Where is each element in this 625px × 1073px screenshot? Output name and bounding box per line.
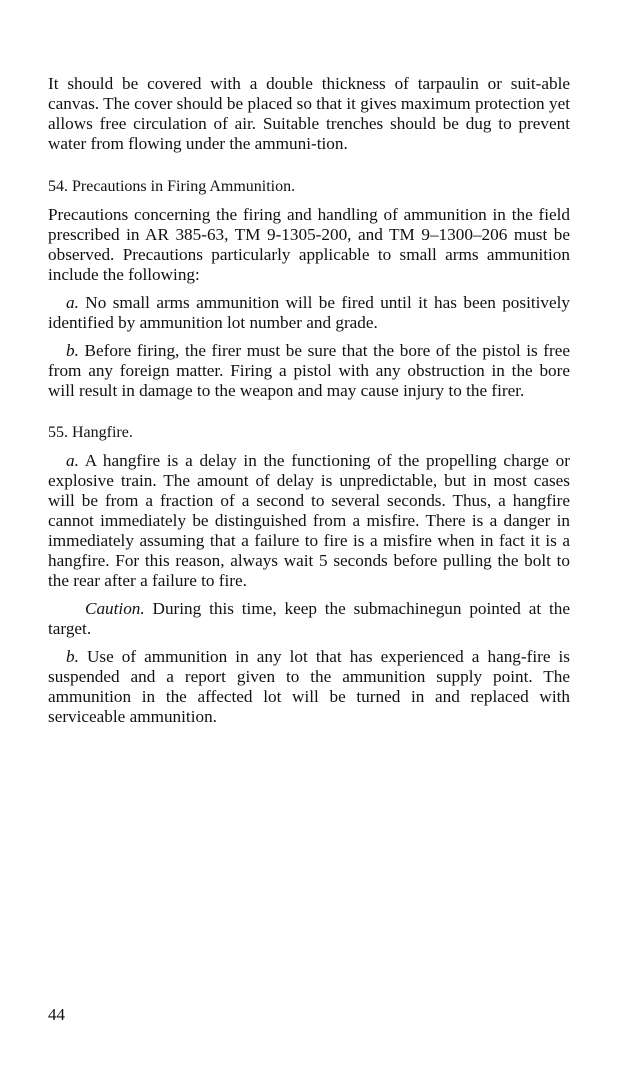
- section-55-heading: 55. Hangfire.: [48, 424, 133, 441]
- item-text: Use of ammunition in any lot that has experienced a hang-fire is suspended and a report given to the ammunition supply point. The ammunition in the affected lot will be turned in and replaced with serviceable ammunition.: [48, 647, 570, 726]
- item-label: a.: [66, 293, 79, 312]
- item-label: b.: [66, 341, 79, 360]
- caution-paragraph: [48, 599, 570, 639]
- item-label: b.: [66, 647, 79, 666]
- section-55-item-b: [48, 647, 570, 727]
- item-label: a.: [66, 451, 79, 470]
- page-number: 44: [48, 1005, 65, 1024]
- page-body: [48, 74, 570, 727]
- caution-text: During this time, keep the submachinegun pointed at the target.: [48, 599, 570, 638]
- section-54-item-a: [48, 293, 570, 333]
- section-54-item-b: [48, 341, 570, 401]
- item-text: A hangfire is a delay in the functioning of the propelling charge or explosive train. The amount of delay is unpredictable, but in most cases will be from a fraction of a second to several seconds. Thus, a hangfire cannot immediately be distinguished from a misfire. There is a danger in immediately assuming that a failure to fire is a misfire when in fact it is a hangfire. For this reason, always wait 5 seconds before pulling the bolt to the rear after a failure to fire.: [48, 451, 570, 590]
- section-55-item-a: [48, 451, 570, 591]
- section-54-intro-paragraph: Precautions concerning the firing and handling of ammunition in the field prescribed in AR 385-63, TM 9-1305-200, and TM 9–1300–206 must be observed. Precautions particularly applicable to small arms ammunition include the following:: [48, 205, 570, 284]
- caution-label: Caution.: [85, 599, 145, 618]
- item-text: Before firing, the firer must be sure that the bore of the pistol is free from any foreign matter. Firing a pistol with any obstruction in the bore will result in damage to the weapon and may cause injury to the firer.: [48, 341, 570, 400]
- section-54-heading: 54. Precautions in Firing Ammunition.: [48, 178, 296, 195]
- intro-paragraph: It should be covered with a double thickness of tarpaulin or suit-able canvas. The cover should be placed so that it gives maximum protection yet allows free circulation of air. Suitable trenches should be dug to prevent water from flowing under the ammuni-tion.: [48, 74, 570, 153]
- item-text: No small arms ammunition will be fired until it has been positively identified by ammunition lot number and grade.: [48, 293, 571, 332]
